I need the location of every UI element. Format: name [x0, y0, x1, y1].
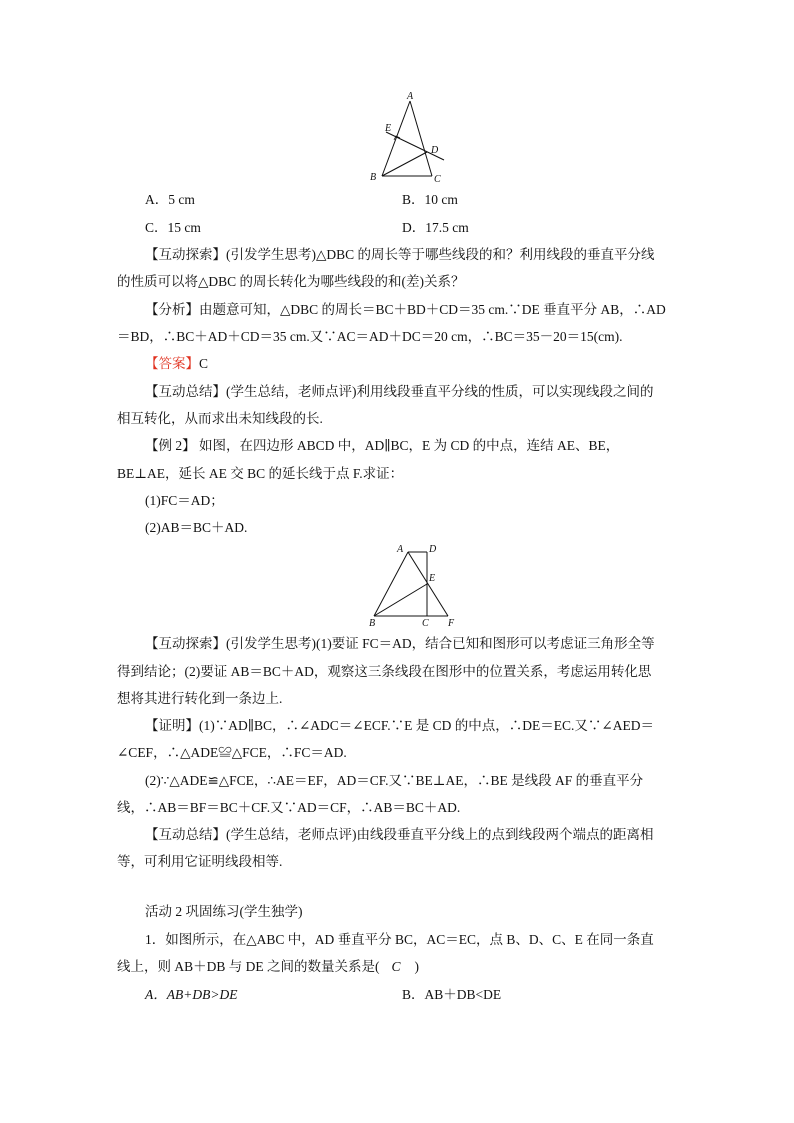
example2-part2: (2)AB＝BC＋AD.: [145, 520, 248, 535]
fig2-label-b: B: [369, 618, 376, 628]
explore2-line3: 想将其进行转化到一条边上.: [117, 691, 283, 706]
option-b: B．10 cm: [402, 192, 458, 207]
fig2-label-c: C: [422, 618, 429, 628]
ex1-stem: 线上，则 AB＋DB 与 DE 之间的数量关系是(: [117, 959, 380, 974]
example2-part1: (1)FC＝AD；: [145, 493, 224, 508]
ex1-line2: [117, 958, 419, 976]
option-d: D．17.5 cm: [402, 220, 469, 235]
proof-line3: (2)∵△ADE≌△FCE，∴AE＝EF，AD＝CF.又∵BE⊥AE，∴BE 是线段 AF 的垂直平分: [145, 773, 644, 788]
proof-line4: 线，∴AB＝BF＝BC＋CF.又∵AD＝CF，∴AB＝BC＋AD.: [117, 800, 461, 815]
analysis-line2: ＝BD，∴BC＋AD＋CD＝35 cm.又∵AC＝AD＋DC＝20 cm，∴BC＝35－20＝15(cm).: [117, 329, 623, 344]
summary1-line2: 相互转化，从而求出未知线段的长.: [117, 411, 323, 426]
summary2-line2: 等，可利用它证明线段相等.: [117, 854, 283, 869]
fig1-label-e: E: [385, 123, 392, 134]
fig2-label-a: A: [397, 544, 404, 555]
ex1-option-b: B．AB＋DB<DE: [402, 987, 502, 1002]
ex1-answer: C: [391, 959, 401, 974]
fig1-label-d: D: [431, 145, 439, 156]
explore1-line2: 的性质可以将△DBC 的周长转化为哪些线段的和(差)关系？: [117, 274, 465, 289]
ex1-option-a: A．AB+DB>DE: [145, 987, 238, 1002]
analysis-line1: 【分析】由题意可知，△DBC 的周长＝BC＋BD＋CD＝35 cm.∵DE 垂直平分 AB，∴AD: [145, 302, 666, 317]
fig2-label-d: D: [429, 544, 437, 555]
figure-triangle-abc: [360, 90, 470, 186]
option-a: A．5 cm: [145, 192, 195, 207]
example2-line2: BE⊥AE，延长 AE 交 BC 的延长线于点 F.求证：: [117, 466, 404, 481]
activity2-heading: 活动 2 巩固练习(学生独学): [145, 904, 303, 919]
explore1-line1: 【互动探索】(引发学生思考)△DBC 的周长等于哪些线段的和？利用线段的垂直平分线: [145, 247, 655, 262]
summary1-line1: 【互动总结】(学生总结，老师点评)利用线段垂直平分线的性质，可以实现线段之间的: [145, 384, 654, 399]
explore2-line1: 【互动探索】(引发学生思考)(1)要证 FC＝AD，结合已知和图形可以考虑证三角形全等: [145, 636, 655, 651]
answer-line: [145, 355, 208, 373]
proof-line1: 【证明】(1)∵AD∥BC，∴∠ADC＝∠ECF.∵E 是 CD 的中点，∴DE＝EC.又∵∠AED＝: [145, 718, 654, 733]
example2-line1: 【例 2】 如图，在四边形 ABCD 中，AD∥BC，E 为 CD 的中点，连结 AE、BE，: [145, 438, 620, 453]
fig1-label-a: A: [407, 91, 414, 102]
proof-line2: ∠CEF，∴△ADE≌△FCE，∴FC＝AD.: [117, 745, 347, 760]
summary2-line1: 【互动总结】(学生总结，老师点评)由线段垂直平分线上的点到线段两个端点的距离相: [145, 827, 654, 842]
option-c: C．15 cm: [145, 220, 201, 235]
ex1-line1: 1．如图所示，在△ABC 中，AD 垂直平分 BC，AC＝EC，点 B、D、C、E 在同一条直: [145, 932, 654, 947]
answer-label: 【答案】: [145, 356, 199, 371]
fig2-label-f: F: [448, 618, 455, 628]
ex1-close-paren: ): [414, 959, 420, 974]
answer-value: C: [199, 356, 209, 371]
fig2-label-e: E: [429, 573, 436, 584]
explore2-line2: 得到结论；(2)要证 AB＝BC＋AD，观察这三条线段在图形中的位置关系，考虑运用转化思: [117, 664, 652, 679]
fig1-label-c: C: [434, 174, 441, 185]
fig1-label-b: B: [370, 172, 377, 183]
figure-quadrilateral-abcd: [365, 540, 465, 628]
